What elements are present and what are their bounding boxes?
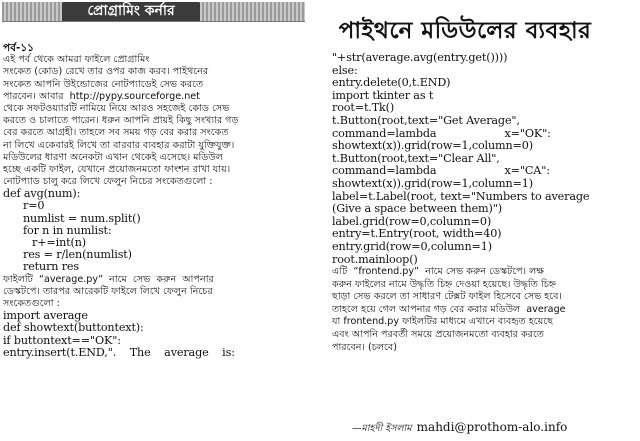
code-line: (Give a space between them)") — [332, 202, 502, 216]
code-line: res = r/len(numlist) — [23, 248, 132, 262]
code-line: numlist = num.split() — [23, 211, 141, 225]
code-line: entry=t.Entry(root, width=40) — [332, 227, 502, 241]
code-line: t.Button(root,text="Clear All", — [332, 151, 500, 165]
author-name: —মাহদী ইসলাম — [352, 423, 412, 434]
text-line: নোটপ্যাড চালু করে লিখে ফেলুন নিচের সংকেতগুলো : — [3, 176, 213, 188]
code-line: root=t.Tk() — [332, 101, 395, 115]
code-line: showtext(x)).grid(row=1,column=0) — [332, 139, 533, 153]
code-line: command=lambda x="CA": — [332, 164, 550, 178]
right-column — [332, 52, 638, 441]
text-line: থেকে সফটওয়্যারটি নামিয়ে নিয়ে আরও সহজেই কোড সেভ — [3, 102, 230, 114]
code-line: entry.insert(t.END,". The average is: — [3, 345, 235, 359]
text-line: সংকেত আপনি উইন্ডোজের নোটপ্যাডেই সেভ করতে — [3, 78, 204, 90]
left-column — [3, 42, 315, 441]
text-line: এই পর্ব থেকে আমরা ফাইলে প্রোগ্রামিং — [3, 54, 150, 66]
text-line: যা frontend.py ফাইলটির মাধ্যমে এখানে ব্যবহৃত হয়েছে — [332, 316, 553, 328]
text-line: না লিখে একেবারই লিখে তা বারবার ব্যবহার করাটা যুক্তিযুক্ত। — [3, 139, 235, 151]
code-line: label.grid(row=0,column=0) — [332, 214, 492, 228]
code-line: import tkinter as t — [332, 88, 434, 102]
code-line: "+str(average.avg(entry.get()))) — [332, 52, 511, 64]
signature — [352, 416, 637, 438]
section-header-bar — [2, 2, 305, 22]
text-line: হচ্ছে একটি ফাইল, যেখানে প্রয়োজনমতো ফাংশন রাখা যায়। — [3, 163, 231, 175]
text-line: সংকেত (কোড) রেখে তার ওপর কাজ করব। পাইথনের — [3, 66, 209, 78]
code-line: r=0 — [23, 199, 45, 213]
text-line: পারবেন। আবার http://pypy.sourceforge.net — [3, 90, 200, 102]
text-line: বের করতে আগ্রহী। তাহলে সব সময় গড় বের করার সংকেত — [3, 127, 229, 139]
text-line: ফাইলটি “average.py” নামে সেভ করুন আপনার — [3, 273, 214, 285]
code-line: t.Button(root,text="Get Average", — [332, 113, 520, 127]
text-line: মডিউলের ধারণা অনেকটা এখান থেকেই এসেছে। মডিউল — [3, 151, 223, 163]
code-line: if buttontext=="OK": — [3, 333, 121, 347]
text-line: সংকেতগুলো : — [3, 297, 60, 309]
code-line: for n in numlist: — [23, 223, 112, 237]
text-line: তাহলে হয়ে গেল আপনার গড় বের করার মডিউল average — [332, 303, 566, 315]
code-line: entry.delete(0,t.END) — [332, 76, 451, 90]
section-tab: প্রোগ্রামিং কর্নার — [62, 2, 200, 21]
text-line: পারবেন। (চলবে) — [332, 341, 397, 353]
code-line: return res — [23, 260, 79, 274]
code-line: showtext(x)).grid(row=1,column=1) — [332, 176, 533, 190]
text-line: করতে ও চালাতে পারেন। ধরুন আপনি প্রায়ই কিছু সংখ্যার গড় — [3, 115, 239, 127]
code-line: root.mainloop() — [332, 252, 418, 266]
article-title: পাইথনে মডিউলের ব্যবহার — [338, 18, 592, 44]
code-line: else: — [332, 63, 358, 77]
text-line: ডেস্কটপে। তারপর আরেকটি ফাইলে লিখে ফেলুন নিচের — [3, 285, 213, 297]
code-line: entry.grid(row=0,column=1) — [332, 239, 492, 253]
code-line: import average — [3, 309, 88, 323]
text-line: এবং আপনি পরবর্তী সময়ে প্রয়োজনমতো ব্যবহার করতে — [332, 329, 545, 341]
code-line: r+=int(n) — [32, 236, 86, 249]
text-line: করুন ফাইলের নামে উদ্ধৃতি চিহ্ন দেওয়া হয়েছে। উদ্ধৃতি চিহ্ন — [332, 278, 557, 290]
code-line: command=lambda x="OK": — [332, 126, 551, 140]
text-line: এটি “frontend.py” নামে সেভ করুন ডেস্কটপে। লক্ষ — [332, 266, 544, 278]
text-line: পর্ব-১১ — [3, 42, 34, 54]
code-line: def showtext(buttontext): — [3, 321, 144, 335]
code-line: label=t.Label(root, text="Numbers to average — [332, 189, 590, 203]
author-email: mahdi@prothom-alo.info — [416, 420, 568, 434]
text-line: ছাড়া সেভ করলে তা সাধারণ টেক্সট ফাইল হিসেবে সেভ হবে। — [332, 291, 562, 303]
code-line: def avg(num): — [3, 187, 81, 201]
